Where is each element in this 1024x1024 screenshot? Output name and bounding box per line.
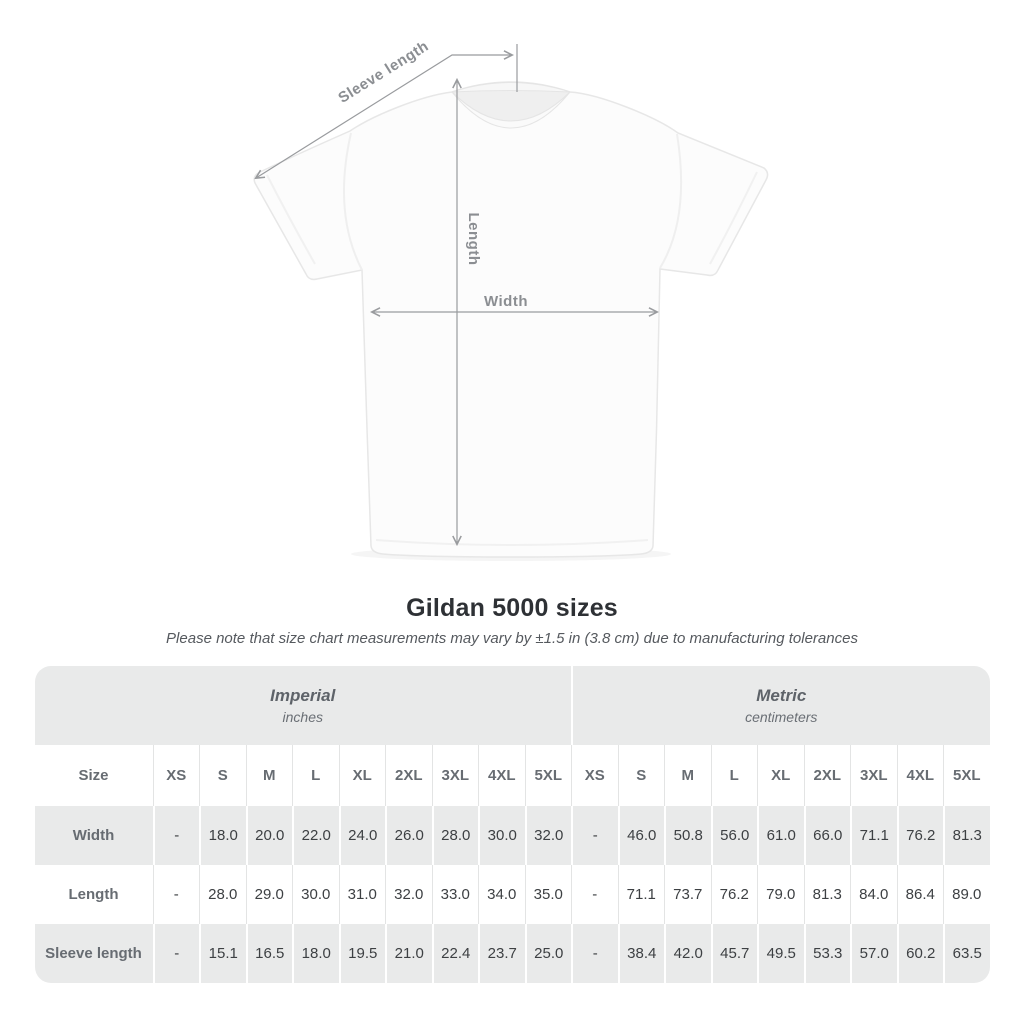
size-col-header: XL bbox=[339, 745, 386, 806]
value-cell: 89.0 bbox=[943, 865, 990, 924]
value-cell: 33.0 bbox=[432, 865, 479, 924]
value-cell: 18.0 bbox=[199, 806, 246, 865]
page-title: Gildan 5000 sizes bbox=[406, 594, 618, 622]
value-cell: 49.5 bbox=[757, 924, 804, 983]
value-cell: 32.0 bbox=[525, 806, 572, 865]
value-cell: 15.1 bbox=[199, 924, 246, 983]
size-col-header: XS bbox=[153, 745, 200, 806]
value-cell: 30.0 bbox=[478, 806, 525, 865]
value-cell: 22.4 bbox=[432, 924, 479, 983]
tolerance-note: Please note that size chart measurements may vary by ±1.5 in (3.8 cm) due to manufacturing tolerances bbox=[166, 630, 858, 647]
size-col-header: XS bbox=[571, 745, 618, 806]
value-cell: 81.3 bbox=[804, 865, 851, 924]
value-cell: 38.4 bbox=[618, 924, 665, 983]
value-cell: 63.5 bbox=[943, 924, 990, 983]
value-cell: 20.0 bbox=[246, 806, 293, 865]
value-cell: 79.0 bbox=[757, 865, 804, 924]
unit-header-metric bbox=[571, 666, 990, 745]
size-col-header: M bbox=[246, 745, 293, 806]
value-cell: 23.7 bbox=[478, 924, 525, 983]
value-cell: 56.0 bbox=[711, 806, 758, 865]
row-label: Width bbox=[35, 806, 153, 865]
value-cell: 24.0 bbox=[339, 806, 386, 865]
size-col-header: 2XL bbox=[385, 745, 432, 806]
value-cell: 25.0 bbox=[525, 924, 572, 983]
value-cell: 31.0 bbox=[339, 865, 386, 924]
value-cell: - bbox=[153, 924, 200, 983]
size-col-header: 3XL bbox=[850, 745, 897, 806]
value-cell: 61.0 bbox=[757, 806, 804, 865]
value-cell: 45.7 bbox=[711, 924, 758, 983]
unit-header-imperial bbox=[35, 666, 572, 745]
value-cell: - bbox=[571, 924, 618, 983]
caption bbox=[0, 594, 1024, 647]
value-cell: 18.0 bbox=[292, 924, 339, 983]
size-col-header: 3XL bbox=[432, 745, 479, 806]
value-cell: 22.0 bbox=[292, 806, 339, 865]
value-cell: 28.0 bbox=[432, 806, 479, 865]
value-cell: 26.0 bbox=[385, 806, 432, 865]
value-cell: 76.2 bbox=[711, 865, 758, 924]
imperial-label: Imperial bbox=[270, 686, 336, 705]
length-label: Length bbox=[465, 212, 482, 266]
value-cell: 29.0 bbox=[246, 865, 293, 924]
tshirt-illustration bbox=[254, 82, 767, 557]
value-cell: 71.1 bbox=[850, 806, 897, 865]
sleeve-length-label: Sleeve length bbox=[335, 37, 432, 107]
size-col-header: L bbox=[292, 745, 339, 806]
value-cell: 60.2 bbox=[897, 924, 944, 983]
value-cell: 84.0 bbox=[850, 865, 897, 924]
row-label: Length bbox=[35, 865, 153, 924]
value-cell: - bbox=[571, 806, 618, 865]
size-col-header: L bbox=[711, 745, 758, 806]
back-collar-band bbox=[452, 83, 570, 93]
value-cell: 19.5 bbox=[339, 924, 386, 983]
value-cell: 73.7 bbox=[664, 865, 711, 924]
row-label: Sleeve length bbox=[35, 924, 153, 983]
imperial-sublabel: inches bbox=[282, 709, 323, 725]
metric-sublabel: centimeters bbox=[745, 709, 818, 725]
value-cell: 71.1 bbox=[618, 865, 665, 924]
value-cell: 57.0 bbox=[850, 924, 897, 983]
value-cell: 76.2 bbox=[897, 806, 944, 865]
value-cell: - bbox=[571, 865, 618, 924]
size-col-header: 4XL bbox=[478, 745, 525, 806]
size-col-header: 4XL bbox=[897, 745, 944, 806]
metric-label: Metric bbox=[756, 686, 807, 705]
value-cell: - bbox=[153, 865, 200, 924]
value-cell: 34.0 bbox=[478, 865, 525, 924]
size-chart-table bbox=[35, 666, 990, 983]
value-cell: 35.0 bbox=[525, 865, 572, 924]
size-col-header: XL bbox=[757, 745, 804, 806]
value-cell: 46.0 bbox=[618, 806, 665, 865]
size-col-header: M bbox=[664, 745, 711, 806]
value-cell: 42.0 bbox=[664, 924, 711, 983]
value-cell: 81.3 bbox=[943, 806, 990, 865]
size-header-cell: Size bbox=[35, 745, 153, 806]
value-cell: 53.3 bbox=[804, 924, 851, 983]
value-cell: - bbox=[153, 806, 200, 865]
size-col-header: S bbox=[199, 745, 246, 806]
size-col-header: S bbox=[618, 745, 665, 806]
size-col-header: 5XL bbox=[525, 745, 572, 806]
size-col-header: 2XL bbox=[804, 745, 851, 806]
size-col-header: 5XL bbox=[943, 745, 990, 806]
width-label: Width bbox=[483, 293, 529, 310]
value-cell: 28.0 bbox=[199, 865, 246, 924]
value-cell: 30.0 bbox=[292, 865, 339, 924]
value-cell: 32.0 bbox=[385, 865, 432, 924]
value-cell: 16.5 bbox=[246, 924, 293, 983]
value-cell: 66.0 bbox=[804, 806, 851, 865]
value-cell: 86.4 bbox=[897, 865, 944, 924]
value-cell: 50.8 bbox=[664, 806, 711, 865]
value-cell: 21.0 bbox=[385, 924, 432, 983]
